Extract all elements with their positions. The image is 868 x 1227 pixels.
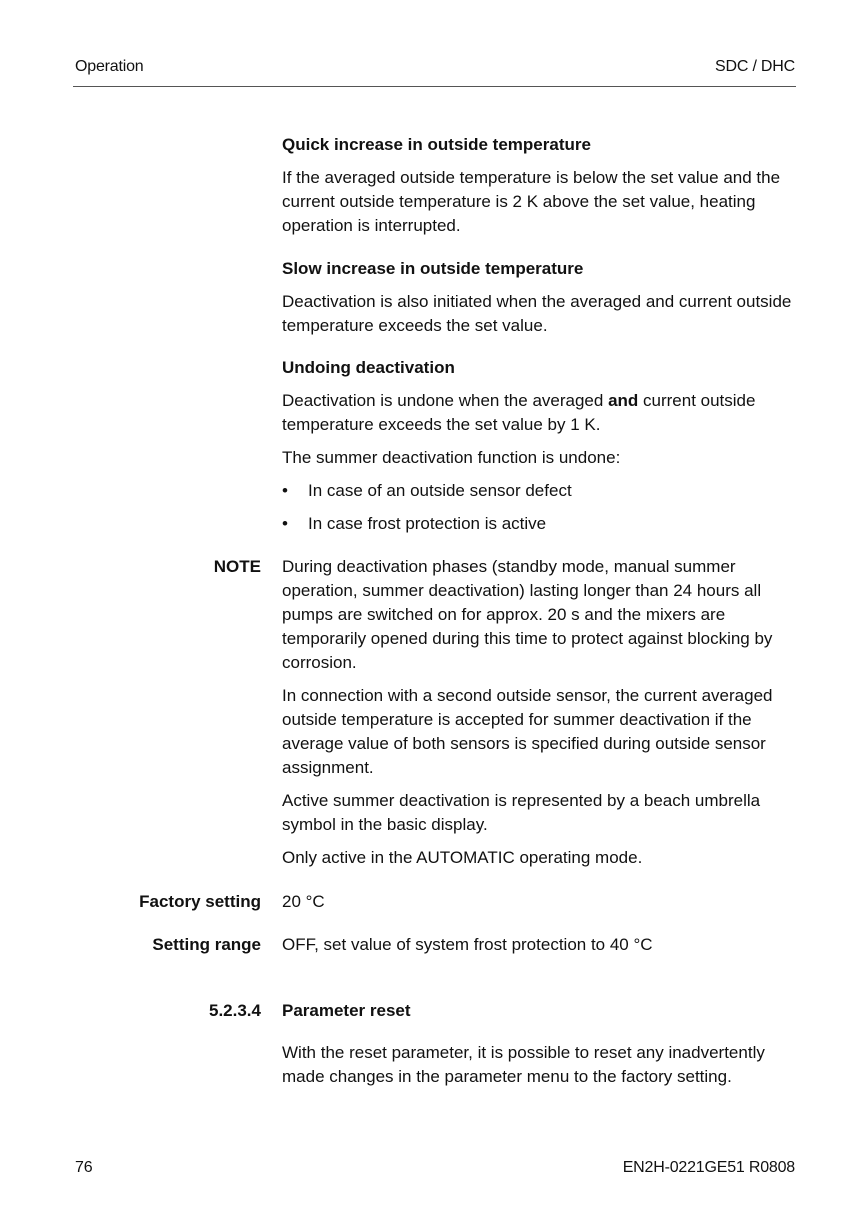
setting-range-label: Setting range [152, 935, 261, 954]
quick-increase-text: If the averaged outside temperature is below the set value and the current outside temperature is 2 K above the set value, heating operation is interrupted. [282, 168, 781, 235]
slow-increase-section [282, 257, 802, 338]
note-section [282, 555, 797, 870]
undoing-intro: The summer deactivation function is undone: [282, 448, 621, 467]
setting-range-value: OFF, set value of system frost protection to 40 °C [282, 935, 653, 954]
note-paragraph: Active summer deactivation is represented by a beach umbrella symbol in the basic display. [282, 791, 761, 834]
page-number: 76 [75, 1159, 93, 1176]
slow-increase-text: Deactivation is also initiated when the averaged and current outside temperature exceeds the set value. [282, 292, 792, 335]
header-divider [73, 86, 796, 87]
factory-setting-label: Factory setting [139, 892, 261, 911]
header-section-title: Operation [75, 58, 144, 75]
section-number: 5.2.3.4 [209, 1001, 261, 1020]
factory-setting-value: 20 °C [282, 892, 325, 911]
undoing-heading: Undoing deactivation [282, 358, 455, 377]
header-product-name: SDC / DHC [715, 58, 795, 75]
quick-increase-heading: Quick increase in outside temperature [282, 135, 591, 154]
slow-increase-heading: Slow increase in outside temperature [282, 259, 584, 278]
bullet-marker: • [282, 514, 288, 533]
parameter-reset-text: With the reset parameter, it is possible to reset any inadvertently made changes in the parameter menu to the factory setting. [282, 1043, 765, 1086]
note-label: NOTE [213, 557, 261, 576]
bullet-item: In case frost protection is active [308, 514, 547, 533]
undoing-deactivation-section [282, 356, 802, 470]
document-code: EN2H-0221GE51 R0808 [622, 1159, 795, 1176]
note-paragraph: Only active in the AUTOMATIC operating mode. [282, 848, 643, 867]
quick-increase-section [282, 133, 802, 238]
bullet-marker: • [282, 481, 288, 500]
parameter-reset-heading: Parameter reset [282, 1001, 411, 1020]
bullet-item: In case of an outside sensor defect [308, 481, 572, 500]
note-paragraph: During deactivation phases (standby mode, manual summer operation, summer deactivation) lasting longer than 24 hours all pumps are switched on for approx. 20 s and the mixers are temporarily opened during this time to protect against blocking by corrosion. [282, 557, 773, 672]
note-paragraph: In connection with a second outside sensor, the current averaged outside temperature is accepted for summer deactivation if the average value of both sensors is specified during outside sensor assignment. [282, 686, 773, 777]
undoing-text: Deactivation is undone when the averaged and current outside temperature exceeds the set value by 1 K. [282, 391, 756, 434]
